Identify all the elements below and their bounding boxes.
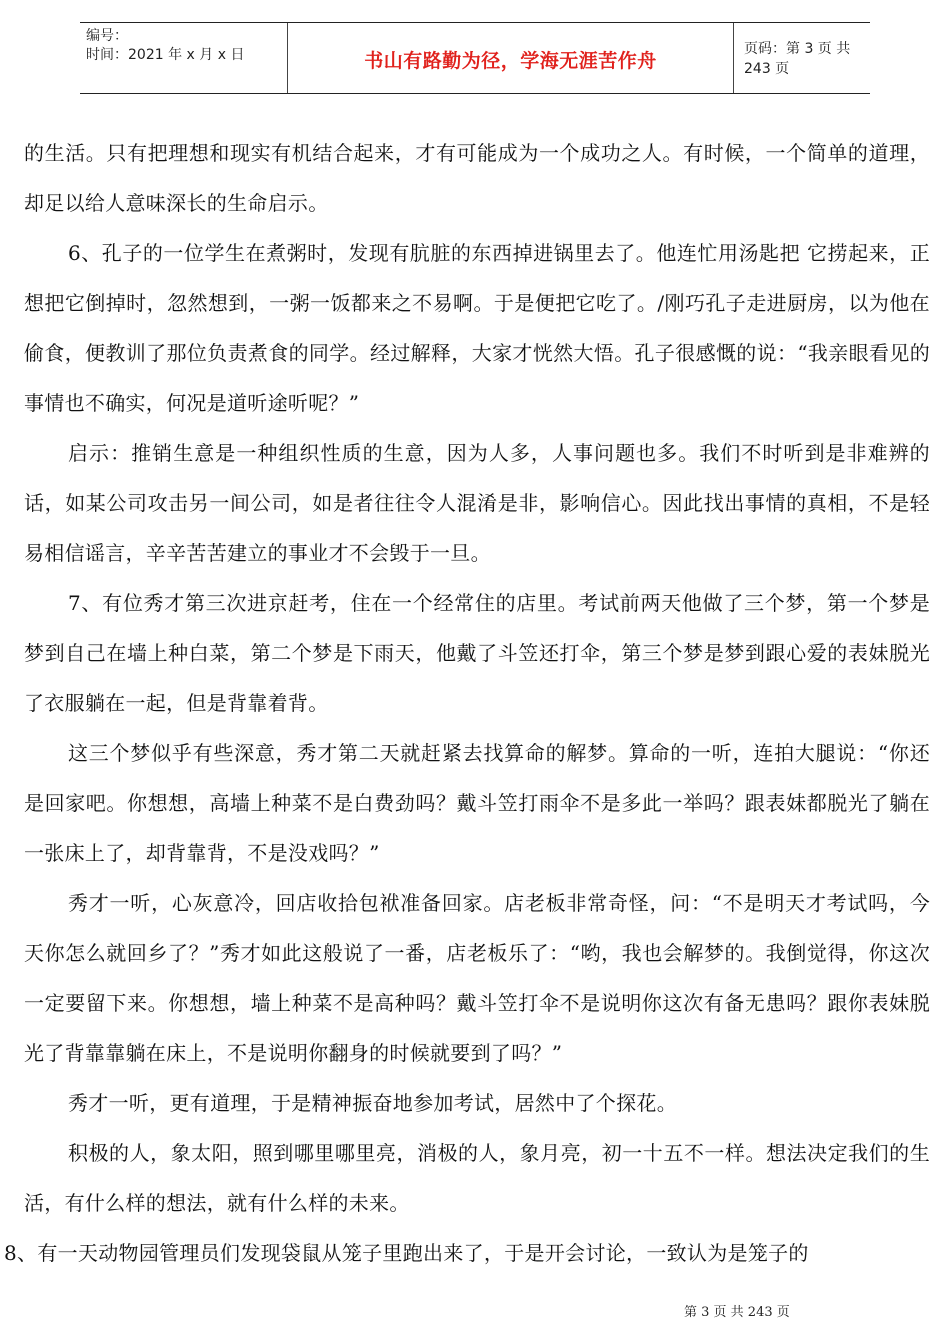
header-table bbox=[80, 22, 870, 94]
paragraph: 秀才一听，心灰意冷，回店收拾包袱准备回家。店老板非常奇怪，问：“不是明天才考试吗，今天你怎么就回乡了？”秀才如此这般说了一番，店老板乐了：“哟，我也会解梦的。我倒觉得，你这次一定要留下来。你想想，墙上种菜不是高种吗？戴斗笠打伞不是说明你这次有备无患吗？跟你表妹脱光了背靠靠躺在床上，不是说明你翻身的时候就要到了吗？” bbox=[24, 891, 930, 1065]
paragraph: 积极的人，象太阳，照到哪里哪里亮，消极的人，象月亮，初一十五不一样。想法决定我们的生活，有什么样的想法，就有什么样的未来。 bbox=[24, 1141, 930, 1215]
header-meta bbox=[80, 23, 287, 93]
paragraph: 秀才一听，更有道理，于是精神振奋地参加考试，居然中了个探花。 bbox=[68, 1091, 677, 1115]
page-info: 页码：第 3 页 共 243 页 bbox=[744, 41, 851, 77]
number-label: 编号： bbox=[86, 28, 128, 44]
date-label: 时间：2021 年 x 月 x 日 bbox=[86, 47, 245, 63]
paragraph: 8、有一天动物园管理员们发现袋鼠从笼子里跑出来了，于是开会讨论，一致认为是笼子的 bbox=[4, 1241, 809, 1265]
header-page-info-cell bbox=[734, 23, 870, 93]
paragraph: 这三个梦似乎有些深意，秀才第二天就赶紧去找算命的解梦。算命的一听，连拍大腿说：“你还是回家吧。你想想，高墙上种菜不是白费劲吗？戴斗笠打雨伞不是多此一举吗？跟表妹都脱光了躺在一张床上了，却背靠背，不是没戏吗？” bbox=[24, 741, 930, 865]
header-motto-cell bbox=[287, 23, 734, 93]
paragraph: 6、孔子的一位学生在煮粥时，发现有肮脏的东西掉进锅里去了。他连忙用汤匙把 它捞起来，正想把它倒掉时，忽然想到，一粥一饭都来之不易啊。于是便把它吃了。/刚巧孔子走进厨房，以为他在偷食，便教训了那位负责煮食的同学。经过解释，大家才恍然大悟。孔子很感慨的说：“我亲眼看见的事情也不确实，何况是道听途听呢？” bbox=[24, 241, 930, 415]
motto: 书山有路勤为径，学海无涯苦作舟 bbox=[364, 49, 657, 72]
paragraph: 7、有位秀才第三次进京赶考，住在一个经常住的店里。考试前两天他做了三个梦，第一个梦是梦到自己在墙上种白菜，第二个梦是下雨天，他戴了斗笠还打伞，第三个梦是梦到跟心爱的表妹脱光了衣服躺在一起，但是背靠着背。 bbox=[24, 591, 930, 715]
page-footer: 第 3 页 共 243 页 bbox=[684, 1305, 790, 1320]
paragraph: 的生活。只有把理想和现实有机结合起来，才有可能成为一个成功之人。有时候，一个简单的道理，却足以给人意味深长的生命启示。 bbox=[24, 141, 930, 215]
paragraph: 启示：推销生意是一种组织性质的生意，因为人多，人事问题也多。我们不时听到是非难辨的话，如某公司攻击另一间公司，如是者往往令人混淆是非，影响信心。因此找出事情的真相，不是轻易相信谣言，辛辛苦苦建立的事业才不会毁于一旦。 bbox=[24, 441, 930, 565]
document-body bbox=[4, 128, 930, 1278]
